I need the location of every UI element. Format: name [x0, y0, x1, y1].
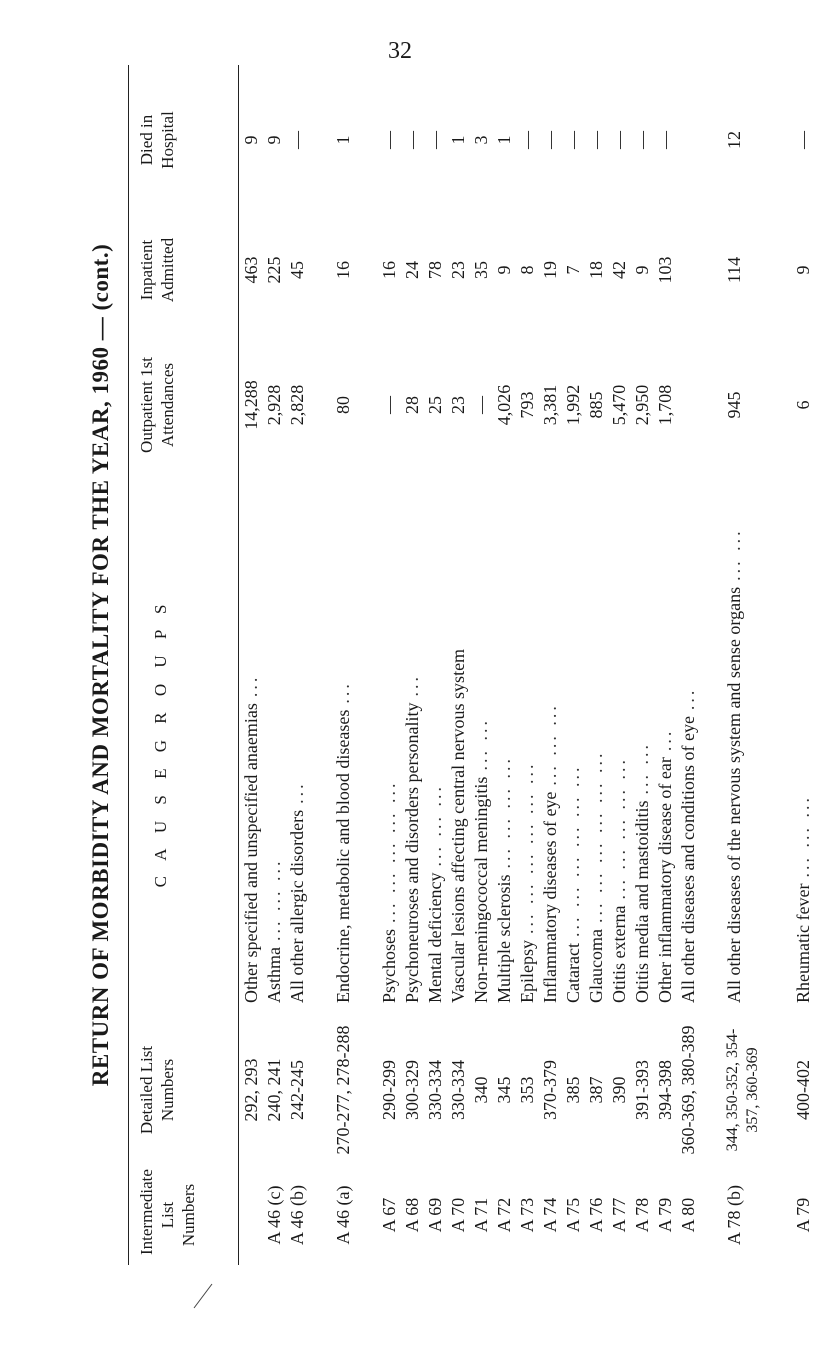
table-row [332, 65, 355, 1265]
cause-group: Cataract... ... ... ... ... ... [563, 764, 583, 1003]
table-header [128, 65, 238, 1265]
outpatient-count: 4,026 [494, 384, 514, 426]
inpatient-count: 16 [333, 261, 353, 279]
cause-group: Glaucoma... ... ... ... ... ... [586, 750, 606, 1003]
detailed-number: 353 [517, 1076, 537, 1104]
died-count: — [425, 131, 445, 149]
header-intermediate: Intermediate List Numbers [137, 1169, 198, 1255]
died-count: 3 [471, 135, 491, 145]
inpatient-count: 103 [655, 256, 675, 284]
detailed-number: 385 [563, 1076, 583, 1104]
died-count: 1 [333, 135, 353, 145]
inpatient-count: 19 [540, 261, 560, 279]
detailed-number: 340 [471, 1076, 491, 1104]
died-count: — [632, 131, 652, 149]
detailed-number: 391-393 [632, 1060, 652, 1120]
detailed-number: 387 [586, 1076, 606, 1104]
died-count: — [540, 131, 560, 149]
intermediate-number: A 46 (a) [333, 1185, 353, 1245]
intermediate-number: A 79 [655, 1197, 675, 1233]
pen-mark [190, 1280, 220, 1310]
inpatient-count: 78 [425, 261, 445, 279]
died-count: — [379, 131, 399, 149]
intermediate-number: A 46 (c) [264, 1185, 284, 1245]
header-cause-groups: C A U S E G R O U P S [151, 598, 170, 888]
intermediate-number: A 67 [379, 1197, 399, 1233]
detailed-number: 240, 241 [264, 1058, 284, 1122]
intermediate-number: A 69 [425, 1197, 445, 1233]
inpatient-count: 45 [287, 261, 307, 279]
outpatient-count: 3,381 [540, 384, 560, 426]
morbidity-table [128, 65, 813, 1265]
detailed-number: 344, 350-352, 354-357, 360-369 [724, 1028, 761, 1152]
cause-group: Non-meningococcal meningitis... ... [471, 718, 491, 1003]
died-count: — [402, 131, 422, 149]
cause-group: Other inflammatory disease of ear... [655, 728, 675, 1003]
intermediate-number: A 80 [678, 1197, 698, 1233]
table-row [447, 65, 470, 1265]
cause-group: Vascular lesions affecting central nervous system [448, 648, 468, 1003]
inpatient-count: 35 [471, 261, 491, 279]
died-count: — [563, 131, 583, 149]
outpatient-count: 23 [448, 396, 468, 414]
inpatient-count: 463 [241, 256, 261, 284]
rotated-table-page [80, 65, 813, 1265]
table-row [539, 65, 562, 1265]
outpatient-count: 2,828 [287, 384, 307, 426]
table-row [263, 65, 286, 1265]
header-detailed: Detailed List Numbers [137, 1045, 177, 1135]
outpatient-count: — [471, 396, 491, 414]
table-row [286, 65, 309, 1265]
table-row [240, 65, 263, 1265]
detailed-number: 270-277, 278-288 [333, 1025, 353, 1155]
died-count: — [793, 131, 813, 149]
died-count: — [287, 131, 307, 149]
table-row [378, 65, 401, 1265]
cause-group: Otitis externa... ... ... ... ... [609, 757, 629, 1003]
outpatient-count: 25 [425, 396, 445, 414]
inpatient-count: 114 [724, 256, 744, 284]
intermediate-number: A 74 [540, 1197, 560, 1233]
intermediate-number: A 68 [402, 1197, 422, 1233]
cause-group: Asthma... ... ... [264, 858, 284, 1003]
outpatient-count: 14,288 [241, 380, 261, 430]
table-row [493, 65, 516, 1265]
inpatient-count: 16 [379, 261, 399, 279]
cause-group: Epilepsy... ... ... ... ... ... [517, 761, 537, 1003]
died-count: 12 [724, 131, 744, 149]
detailed-number: 292, 293 [241, 1058, 261, 1122]
header-bottom-rule [238, 65, 239, 1265]
cause-group: Endocrine, metabolic and blood diseases... [333, 681, 353, 1003]
table-row [401, 65, 424, 1265]
table-row [654, 65, 677, 1265]
outpatient-count: 6 [793, 400, 813, 410]
intermediate-number: A 75 [563, 1197, 583, 1233]
outpatient-count: 885 [586, 391, 606, 419]
table-row [792, 65, 815, 1265]
cause-group: All other allergic disorders... [287, 781, 307, 1003]
intermediate-number: A 79 [793, 1197, 813, 1233]
detailed-number: 330-334 [448, 1060, 468, 1120]
died-count: 1 [494, 135, 514, 145]
died-count: — [517, 131, 537, 149]
outpatient-count: 80 [333, 396, 353, 414]
cause-group: Psychoneuroses and disorders personality... [402, 674, 422, 1003]
intermediate-number: A 78 [632, 1197, 652, 1233]
intermediate-number: A 73 [517, 1197, 537, 1233]
died-count: — [609, 131, 629, 149]
detailed-number: 345 [494, 1076, 514, 1104]
detailed-number: 370-379 [540, 1060, 560, 1120]
intermediate-number: A 71 [471, 1197, 491, 1233]
cause-group: Other specified and unspecified anaemias... [241, 674, 261, 1003]
cause-group: Psychoses... ... ... ... ... [379, 780, 399, 1003]
inpatient-count: 9 [793, 265, 813, 275]
outpatient-count: — [379, 396, 399, 414]
outpatient-count: 793 [517, 391, 537, 419]
cause-group: Mental deficiency... ... ... [425, 784, 445, 1003]
table-row [631, 65, 654, 1265]
table-row [585, 65, 608, 1265]
outpatient-count: 1,992 [563, 384, 583, 426]
outpatient-count: 2,928 [264, 384, 284, 426]
table-body [240, 65, 815, 1265]
table-row [470, 65, 493, 1265]
outpatient-count: 28 [402, 396, 422, 414]
cause-group: Multiple sclerosis... ... ... ... [494, 756, 514, 1003]
detailed-number: 242-245 [287, 1060, 307, 1120]
cause-group: Rheumatic fever... ... ... [793, 795, 813, 1003]
inpatient-count: 42 [609, 261, 629, 279]
detailed-number: 360-369, 380-389 [678, 1025, 698, 1155]
intermediate-number: A 76 [586, 1197, 606, 1233]
inpatient-count: 9 [632, 265, 652, 275]
died-count: — [655, 131, 675, 149]
inpatient-count: 18 [586, 261, 606, 279]
table-row [608, 65, 631, 1265]
died-count: 1 [448, 135, 468, 145]
intermediate-number: A 46 (b) [287, 1185, 307, 1245]
cause-group: All other diseases of the nervous system and sense organs... ... [724, 528, 744, 1003]
outpatient-count: 945 [724, 391, 744, 419]
died-count: 9 [264, 135, 284, 145]
detailed-number: 400-402 [793, 1060, 813, 1120]
detailed-number: 290-299 [379, 1060, 399, 1120]
table-row [723, 65, 769, 1265]
table-row [562, 65, 585, 1265]
header-inpatient: Inpatient Admitted [137, 237, 177, 303]
intermediate-number: A 72 [494, 1197, 514, 1233]
outpatient-count: 2,950 [632, 384, 652, 426]
table-row [677, 65, 700, 1265]
inpatient-count: 24 [402, 261, 422, 279]
cause-group: Inflammatory diseases of eye... ... ... [540, 703, 560, 1003]
intermediate-number: A 78 (b) [724, 1185, 744, 1245]
header-died: Died in Hospital [137, 111, 177, 169]
table-row [424, 65, 447, 1265]
inpatient-count: 7 [563, 265, 583, 275]
table-row [516, 65, 539, 1265]
cause-group: Otitis media and mastoiditis... ... [632, 742, 652, 1003]
died-count: 9 [241, 135, 261, 145]
died-count: — [586, 131, 606, 149]
page-title: RETURN OF MORBIDITY AND MORTALITY FOR THE YEAR, 1960 — (cont.) [88, 243, 113, 1087]
outpatient-count: 5,470 [609, 384, 629, 426]
detailed-number: 390 [609, 1076, 629, 1104]
intermediate-number: A 70 [448, 1197, 468, 1233]
cause-group: All other diseases and conditions of eye... [678, 687, 698, 1003]
inpatient-count: 8 [517, 265, 537, 275]
inpatient-count: 23 [448, 261, 468, 279]
outpatient-count: 1,708 [655, 384, 675, 426]
inpatient-count: 225 [264, 256, 284, 284]
detailed-number: 330-334 [425, 1060, 445, 1120]
intermediate-number: A 77 [609, 1197, 629, 1233]
detailed-number: 394-398 [655, 1060, 675, 1120]
inpatient-count: 9 [494, 265, 514, 275]
page-number: 32 [388, 38, 412, 64]
header-outpatient: Outpatient 1st Attendances [137, 357, 177, 453]
detailed-number: 300-329 [402, 1060, 422, 1120]
